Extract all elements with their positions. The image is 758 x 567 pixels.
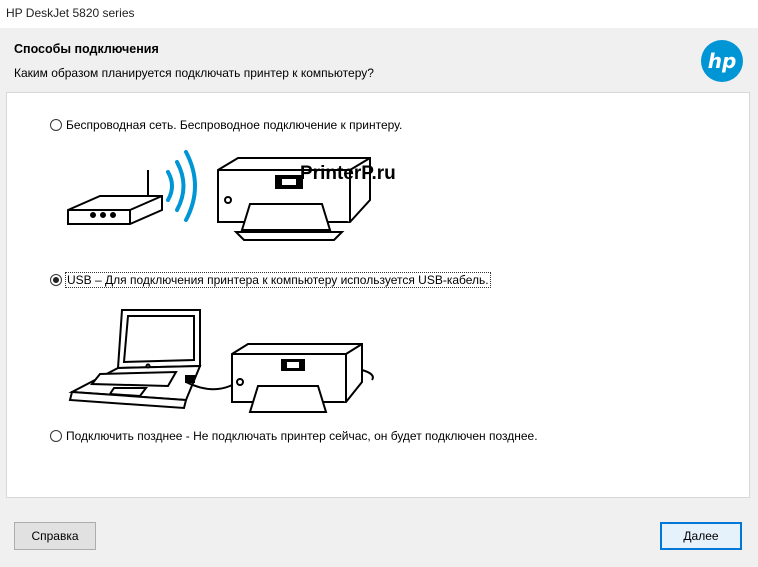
page-subtitle: Каким образом планируется подключать принтер к компьютеру? xyxy=(14,66,374,80)
option-later[interactable] xyxy=(50,429,538,443)
laptop-icon xyxy=(70,310,200,408)
option-usb-label[interactable]: USB – Для подключения принтера к компьютеру используется USB-кабель. xyxy=(67,273,489,287)
option-usb[interactable] xyxy=(50,273,490,287)
wireless-illustration xyxy=(60,140,380,245)
wifi-icon xyxy=(168,152,195,220)
page-title: Способы подключения xyxy=(14,42,159,56)
radio-usb[interactable] xyxy=(50,274,62,286)
option-later-label[interactable]: Подключить позднее - Не подключать принтер сейчас, он будет подключен позднее. xyxy=(66,429,538,443)
radio-wireless[interactable] xyxy=(50,119,62,131)
window-title: HP DeskJet 5820 series xyxy=(6,6,135,20)
usb-illustration xyxy=(60,300,390,420)
router-icon xyxy=(68,170,162,224)
title-bar xyxy=(0,0,758,28)
watermark: PrinterP.ru xyxy=(300,163,396,184)
option-wireless-label[interactable]: Беспроводная сеть. Беспроводное подключение к принтеру. xyxy=(66,118,403,132)
radio-later[interactable] xyxy=(50,430,62,442)
hp-logo: hp xyxy=(701,40,743,82)
printer-icon xyxy=(232,344,373,412)
option-wireless[interactable] xyxy=(50,118,402,132)
header xyxy=(0,28,758,92)
help-button[interactable]: Справка xyxy=(14,522,96,550)
next-button[interactable]: Далее xyxy=(660,522,742,550)
